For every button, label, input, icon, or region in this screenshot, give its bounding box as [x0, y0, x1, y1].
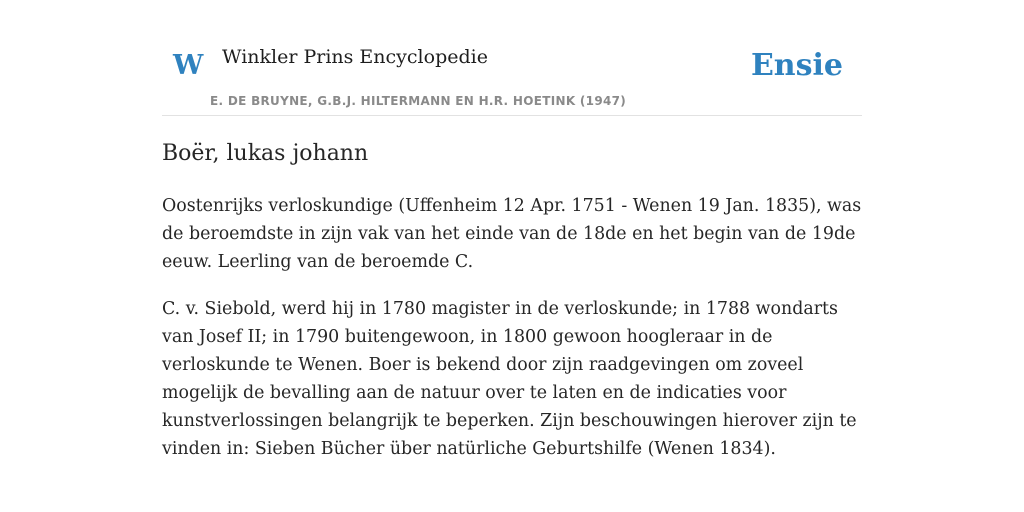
article-title: Boër, lukas johann — [162, 141, 369, 166]
winkler-prins-logo[interactable]: W — [173, 50, 204, 81]
article-paragraph-2: C. v. Siebold, werd hij in 1780 magister in de verloskunde; in 1788 wondarts van Josef II; in 1790 buitengewoon, in 1800 gewoon hoogleraar in de verloskunde te Wenen. Boer is bekend door zijn raadgevingen om zoveel mogelijk de bevalling aan de natuur over te laten en de indicaties voor kunstverlossingen belangrijk te beperken. Zijn beschouwingen hierover zijn te vinden in: Sieben Bücher über natürliche Geburtshilfe (Wenen 1834). — [162, 299, 857, 459]
encyclopedia-title[interactable]: Winkler Prins Encyclopedie — [222, 46, 488, 68]
article-body — [162, 192, 862, 482]
ensie-logo-link[interactable]: Ensie — [750, 48, 843, 83]
article-paragraph-1: Oostenrijks verloskundige (Uffenheim 12 Apr. 1751 - Wenen 19 Jan. 1835), was de beroemdste in zijn vak van het einde van de 18de en het begin van de 19de eeuw. Leerling van de beroemde C. — [162, 196, 862, 272]
authors-line: E. DE BRUYNE, G.B.J. HILTERMANN EN H.R. HOETINK (1947) — [210, 94, 627, 108]
site-header — [162, 0, 862, 116]
